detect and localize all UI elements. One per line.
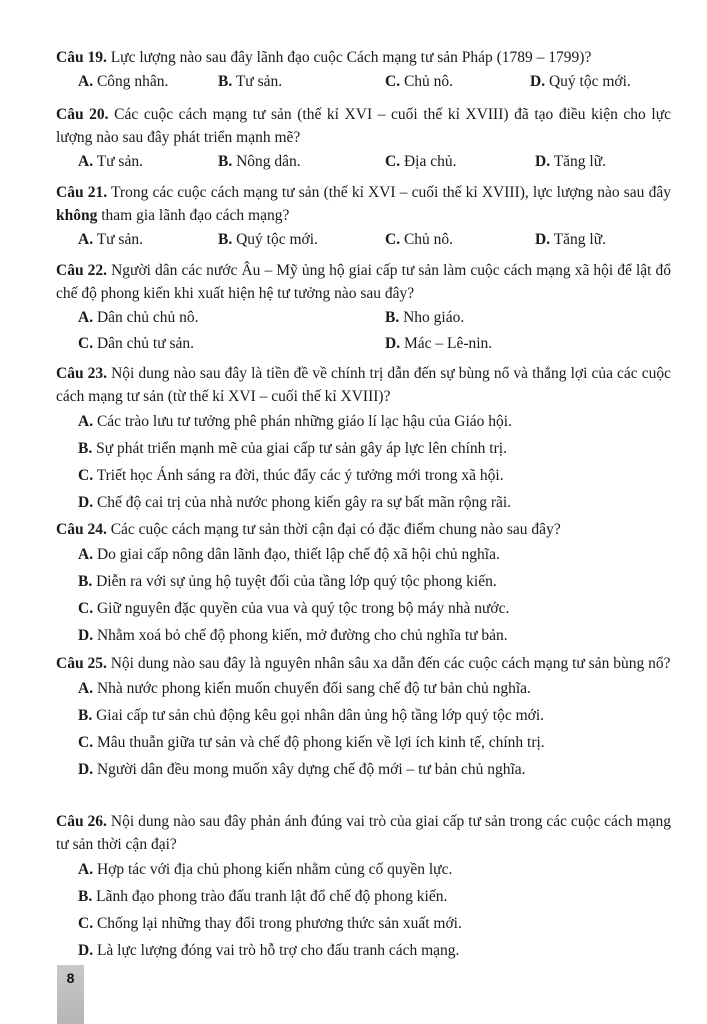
- question-25: [56, 652, 671, 783]
- option-c: C. Địa chủ.: [385, 153, 457, 170]
- options-row: [56, 305, 671, 331]
- question-text: Trong các cuộc cách mạng tư sản (thế kỉ XVI – cuối thế kỉ XVIII), lực lượng nào sau đây: [111, 184, 671, 201]
- option-b: B. Sự phát triển mạnh mẽ của giai cấp tư sản gây áp lực lên chính trị.: [78, 440, 507, 457]
- option-d: D. Chế độ cai trị của nhà nước phong kiến gây ra sự bất mãn rộng rãi.: [78, 494, 512, 511]
- option-b: B. Diễn ra với sự ủng hộ tuyệt đối của tầng lớp quý tộc phong kiến.: [78, 573, 497, 590]
- question-21: [56, 181, 671, 253]
- question-number: Câu 25.: [56, 655, 107, 672]
- question-number: Câu 23.: [56, 365, 108, 382]
- question-number: Câu 22.: [56, 262, 108, 279]
- question-stem: [56, 259, 671, 305]
- option-c: C. Giữ nguyên đặc quyền của vua và quý tộc trong bộ máy nhà nước.: [78, 600, 510, 617]
- question-stem: [56, 103, 671, 149]
- option-d: D. Tăng lữ.: [535, 231, 606, 248]
- option-a: A. Hợp tác với địa chủ phong kiến nhằm củng cố quyền lực.: [78, 861, 453, 878]
- question-text: Nội dung nào sau đây là nguyên nhân sâu xa dẫn đến các cuộc cách mạng tư sản bùng nổ?: [110, 655, 671, 672]
- question-stem: [56, 181, 671, 227]
- question-number: Câu 24.: [56, 521, 107, 538]
- question-20: [56, 103, 671, 175]
- question-number: Câu 20.: [56, 106, 109, 123]
- option-d: D. Người dân đều mong muốn xây dựng chế độ mới – tư bản chủ nghĩa.: [78, 761, 526, 778]
- options-row: [56, 331, 671, 357]
- option-b: B. Tư sản.: [218, 73, 283, 90]
- option-d: D. Quý tộc mới.: [530, 73, 631, 90]
- option-b: B. Nho giáo.: [385, 309, 465, 326]
- question-text: Nội dung nào sau đây phản ánh đúng vai trò của giai cấp tư sản trong các cuộc cách mạng tư sản thời cận đại?: [56, 813, 671, 853]
- option-a: A. Tư sản.: [78, 153, 143, 170]
- option-a: A. Do giai cấp nông dân lãnh đạo, thiết lập chế độ xã hội chủ nghĩa.: [78, 546, 500, 563]
- question-23: [56, 362, 671, 516]
- option-d: D. Nhằm xoá bỏ chế độ phong kiến, mở đường cho chủ nghĩa tư bản.: [78, 627, 508, 644]
- question-stem: [56, 518, 671, 541]
- option-d: D. Là lực lượng đóng vai trò hỗ trợ cho đấu tranh cách mạng.: [78, 942, 460, 959]
- question-22: [56, 259, 671, 357]
- option-a: A. Các trào lưu tư tưởng phê phán những giáo lí lạc hậu của Giáo hội.: [78, 413, 512, 430]
- option-c: C. Chủ nô.: [385, 73, 454, 90]
- option-b: B. Giai cấp tư sản chủ động kêu gọi nhân dân ủng hộ tầng lớp quý tộc mới.: [78, 707, 545, 724]
- question-text: Các cuộc cách mạng tư sản (thế kỉ XVI – cuối thế kỉ XVIII) đã tạo điều kiện cho lực lượng nào sau đây phát triển mạnh mẽ?: [56, 106, 671, 146]
- question-stem: [56, 362, 671, 408]
- options-row: [56, 149, 671, 175]
- option-a: A. Tư sản.: [78, 231, 143, 248]
- question-number: Câu 26.: [56, 813, 107, 830]
- emphasis-word: không: [56, 207, 98, 224]
- option-a: A. Dân chủ chủ nô.: [78, 309, 199, 326]
- option-c: C. Chống lại những thay đổi trong phương thức sản xuất mới.: [78, 915, 462, 932]
- question-number: Câu 21.: [56, 184, 108, 201]
- option-d: D. Tăng lữ.: [535, 153, 606, 170]
- option-c: C. Triết học Ánh sáng ra đời, thúc đẩy các ý tưởng mới trong xã hội.: [78, 467, 504, 484]
- question-26: [56, 810, 671, 964]
- option-a: A. Công nhân.: [78, 73, 169, 90]
- question-text: Nội dung nào sau đây là tiền đề về chính trị dẫn đến sự bùng nổ và thắng lợi của các cuộc cách mạng tư sản (từ thế kỉ XVI – cuối thế kỉ XVIII)?: [56, 365, 672, 405]
- question-text-continued: tham gia lãnh đạo cách mạng?: [101, 207, 290, 224]
- options-row: [56, 69, 671, 95]
- question-number: Câu 19.: [56, 49, 107, 66]
- question-19: [56, 46, 671, 95]
- option-b: B. Nông dân.: [218, 153, 301, 170]
- option-c: C. Mâu thuẫn giữa tư sản và chế độ phong kiến về lợi ích kinh tế, chính trị.: [78, 734, 545, 751]
- option-b: B. Lãnh đạo phong trào đấu tranh lật đổ chế độ phong kiến.: [78, 888, 448, 905]
- option-c: C. Chủ nô.: [385, 231, 454, 248]
- option-b: B. Quý tộc mới.: [218, 231, 318, 248]
- question-text: Lực lượng nào sau đây lãnh đạo cuộc Cách mạng tư sản Pháp (1789 – 1799)?: [110, 49, 592, 66]
- question-text: Các cuộc cách mạng tư sản thời cận đại có đặc điểm chung nào sau đây?: [110, 521, 561, 538]
- question-24: [56, 518, 671, 649]
- question-text: Người dân các nước Âu – Mỹ ủng hộ giai cấp tư sản làm cuộc cách mạng xã hội để lật đổ chế độ phong kiến khi xuất hiện hệ tư tưởng nào sau đây?: [56, 262, 672, 302]
- option-c: C. Dân chủ tư sản.: [78, 335, 195, 352]
- question-stem: [56, 652, 671, 675]
- options-row: [56, 227, 671, 253]
- option-a: A. Nhà nước phong kiến muốn chuyển đổi sang chế độ tư bản chủ nghĩa.: [78, 680, 531, 697]
- option-d: D. Mác – Lê-nin.: [385, 335, 493, 352]
- question-stem: [56, 46, 671, 69]
- page-number: 8: [66, 970, 75, 986]
- question-stem: [56, 810, 671, 856]
